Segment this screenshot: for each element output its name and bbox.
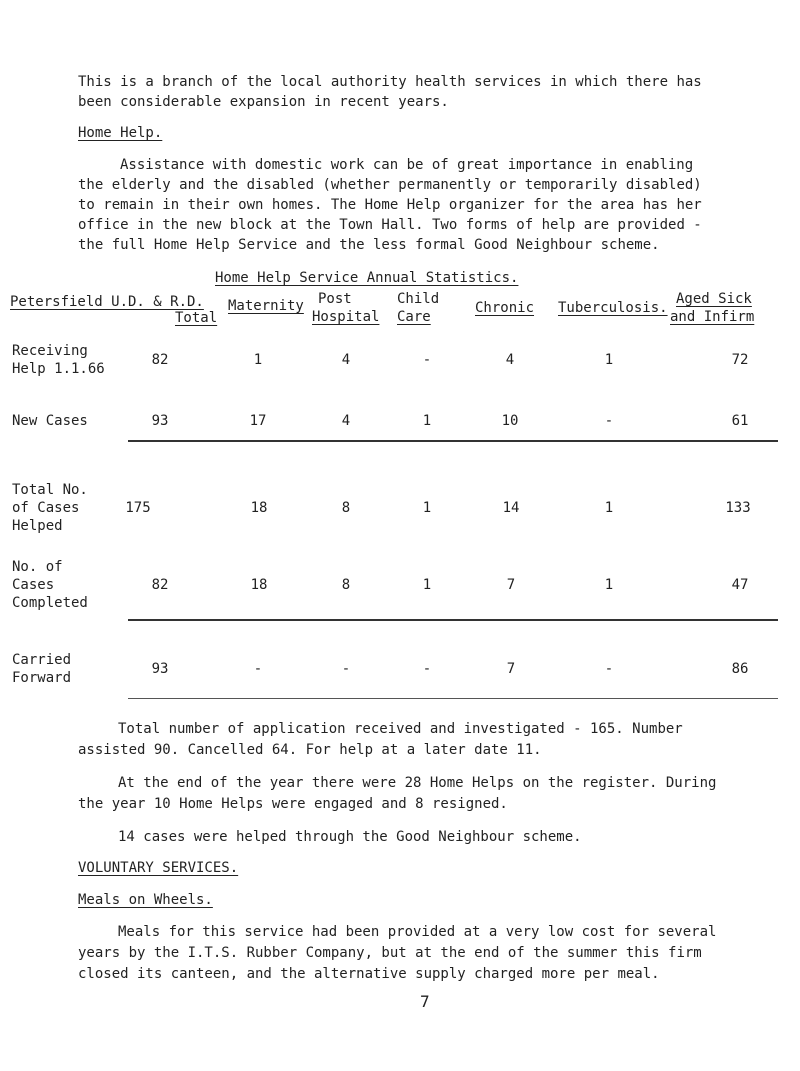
- header-post-hospital: Post: [318, 291, 352, 307]
- meals-para-line: closed its canteen, and the alternative supply charged more per meal.: [78, 966, 660, 982]
- table-cell: 72: [731, 352, 749, 368]
- home-help-para-line: to remain in their own homes. The Home Help organizer for the area has her: [78, 197, 702, 213]
- row-label: New Cases: [12, 413, 88, 429]
- table-cell: 175: [125, 500, 151, 516]
- row-label: Total No.: [12, 482, 88, 498]
- home-help-para-line: Assistance with domestic work can be of great importance in enabling: [120, 157, 694, 173]
- table-cell: 1: [422, 577, 432, 593]
- table-cell: 8: [341, 500, 351, 516]
- table-cell: 10: [501, 413, 519, 429]
- meals-para-line: years by the I.T.S. Rubber Company, but at the end of the summer this firm: [78, 945, 702, 961]
- header-child-care: Care: [397, 309, 431, 325]
- table-cell: -: [604, 661, 614, 677]
- row-label: Cases: [12, 577, 55, 593]
- header-tuberculosis: Tuberculosis.: [558, 300, 668, 316]
- table-cell: 47: [731, 577, 749, 593]
- table-cell: 93: [151, 661, 169, 677]
- table-cell: -: [253, 661, 263, 677]
- page-number: 7: [420, 992, 430, 1011]
- intro-line-2: been considerable expansion in recent years.: [78, 94, 449, 110]
- table-divider: [128, 698, 778, 699]
- table-cell: 82: [151, 352, 169, 368]
- table-cell: 18: [250, 500, 268, 516]
- header-maternity: Maternity: [228, 298, 304, 314]
- good-neighbour-line: 14 cases were helped through the Good Neighbour scheme.: [118, 829, 582, 845]
- meals-para-line: Meals for this service had been provided at a very low cost for several: [118, 924, 717, 940]
- table-cell: 1: [422, 413, 432, 429]
- row-label: No. of: [12, 559, 63, 575]
- table-area-label: Petersfield U.D. & R.D.: [10, 294, 204, 310]
- table-cell: -: [341, 661, 351, 677]
- home-help-heading: Home Help.: [78, 125, 163, 141]
- home-help-para-line: office in the new block at the Town Hall. Two forms of help are provided -: [78, 217, 702, 233]
- header-aged-sick: Aged Sick: [676, 291, 752, 307]
- table-cell: 133: [725, 500, 751, 516]
- table-cell: 4: [505, 352, 515, 368]
- table-cell: 1: [604, 577, 614, 593]
- table-divider: [128, 619, 778, 621]
- header-aged-sick: and Infirm: [670, 309, 755, 325]
- table-cell: 14: [502, 500, 520, 516]
- table-cell: 61: [731, 413, 749, 429]
- table-cell: 4: [341, 413, 351, 429]
- table-cell: 7: [506, 661, 516, 677]
- header-child-care: Child: [397, 291, 440, 307]
- table-cell: -: [422, 352, 432, 368]
- summary-line: assisted 90. Cancelled 64. For help at a later date 11.: [78, 742, 542, 758]
- summary-line: Total number of application received and investigated - 165. Number: [118, 721, 683, 737]
- row-label: Helped: [12, 518, 63, 534]
- header-chronic: Chronic: [475, 300, 535, 316]
- table-cell: 7: [506, 577, 516, 593]
- table-divider: [128, 440, 778, 442]
- table-cell: 1: [422, 500, 432, 516]
- home-help-para-line: the elderly and the disabled (whether permanently or temporarily disabled): [78, 177, 702, 193]
- table-cell: 1: [253, 352, 263, 368]
- table-cell: 86: [731, 661, 749, 677]
- register-line: At the end of the year there were 28 Home Helps on the register. During: [118, 775, 717, 791]
- home-help-para-line: the full Home Help Service and the less formal Good Neighbour scheme.: [78, 237, 660, 253]
- table-cell: 93: [151, 413, 169, 429]
- row-label: Help 1.1.66: [12, 361, 105, 377]
- row-label: of Cases: [12, 500, 80, 516]
- table-cell: 4: [341, 352, 351, 368]
- voluntary-services-heading: VOLUNTARY SERVICES.: [78, 860, 239, 876]
- meals-on-wheels-heading: Meals on Wheels.: [78, 892, 213, 908]
- row-label: Receiving: [12, 343, 88, 359]
- row-label: Forward: [12, 670, 72, 686]
- header-total: Total: [175, 310, 218, 326]
- table-cell: -: [422, 661, 432, 677]
- intro-line-1: This is a branch of the local authority health services in which there has: [78, 74, 702, 90]
- row-label: Carried: [12, 652, 72, 668]
- table-cell: 1: [604, 500, 614, 516]
- table-cell: 17: [249, 413, 267, 429]
- table-cell: 1: [604, 352, 614, 368]
- row-label: Completed: [12, 595, 88, 611]
- register-line: the year 10 Home Helps were engaged and 8 resigned.: [78, 796, 508, 812]
- header-post-hospital: Hospital: [312, 309, 380, 325]
- table-cell: 8: [341, 577, 351, 593]
- table-cell: -: [604, 413, 614, 429]
- table-cell: 82: [151, 577, 169, 593]
- table-cell: 18: [250, 577, 268, 593]
- table-title: Home Help Service Annual Statistics.: [215, 270, 519, 286]
